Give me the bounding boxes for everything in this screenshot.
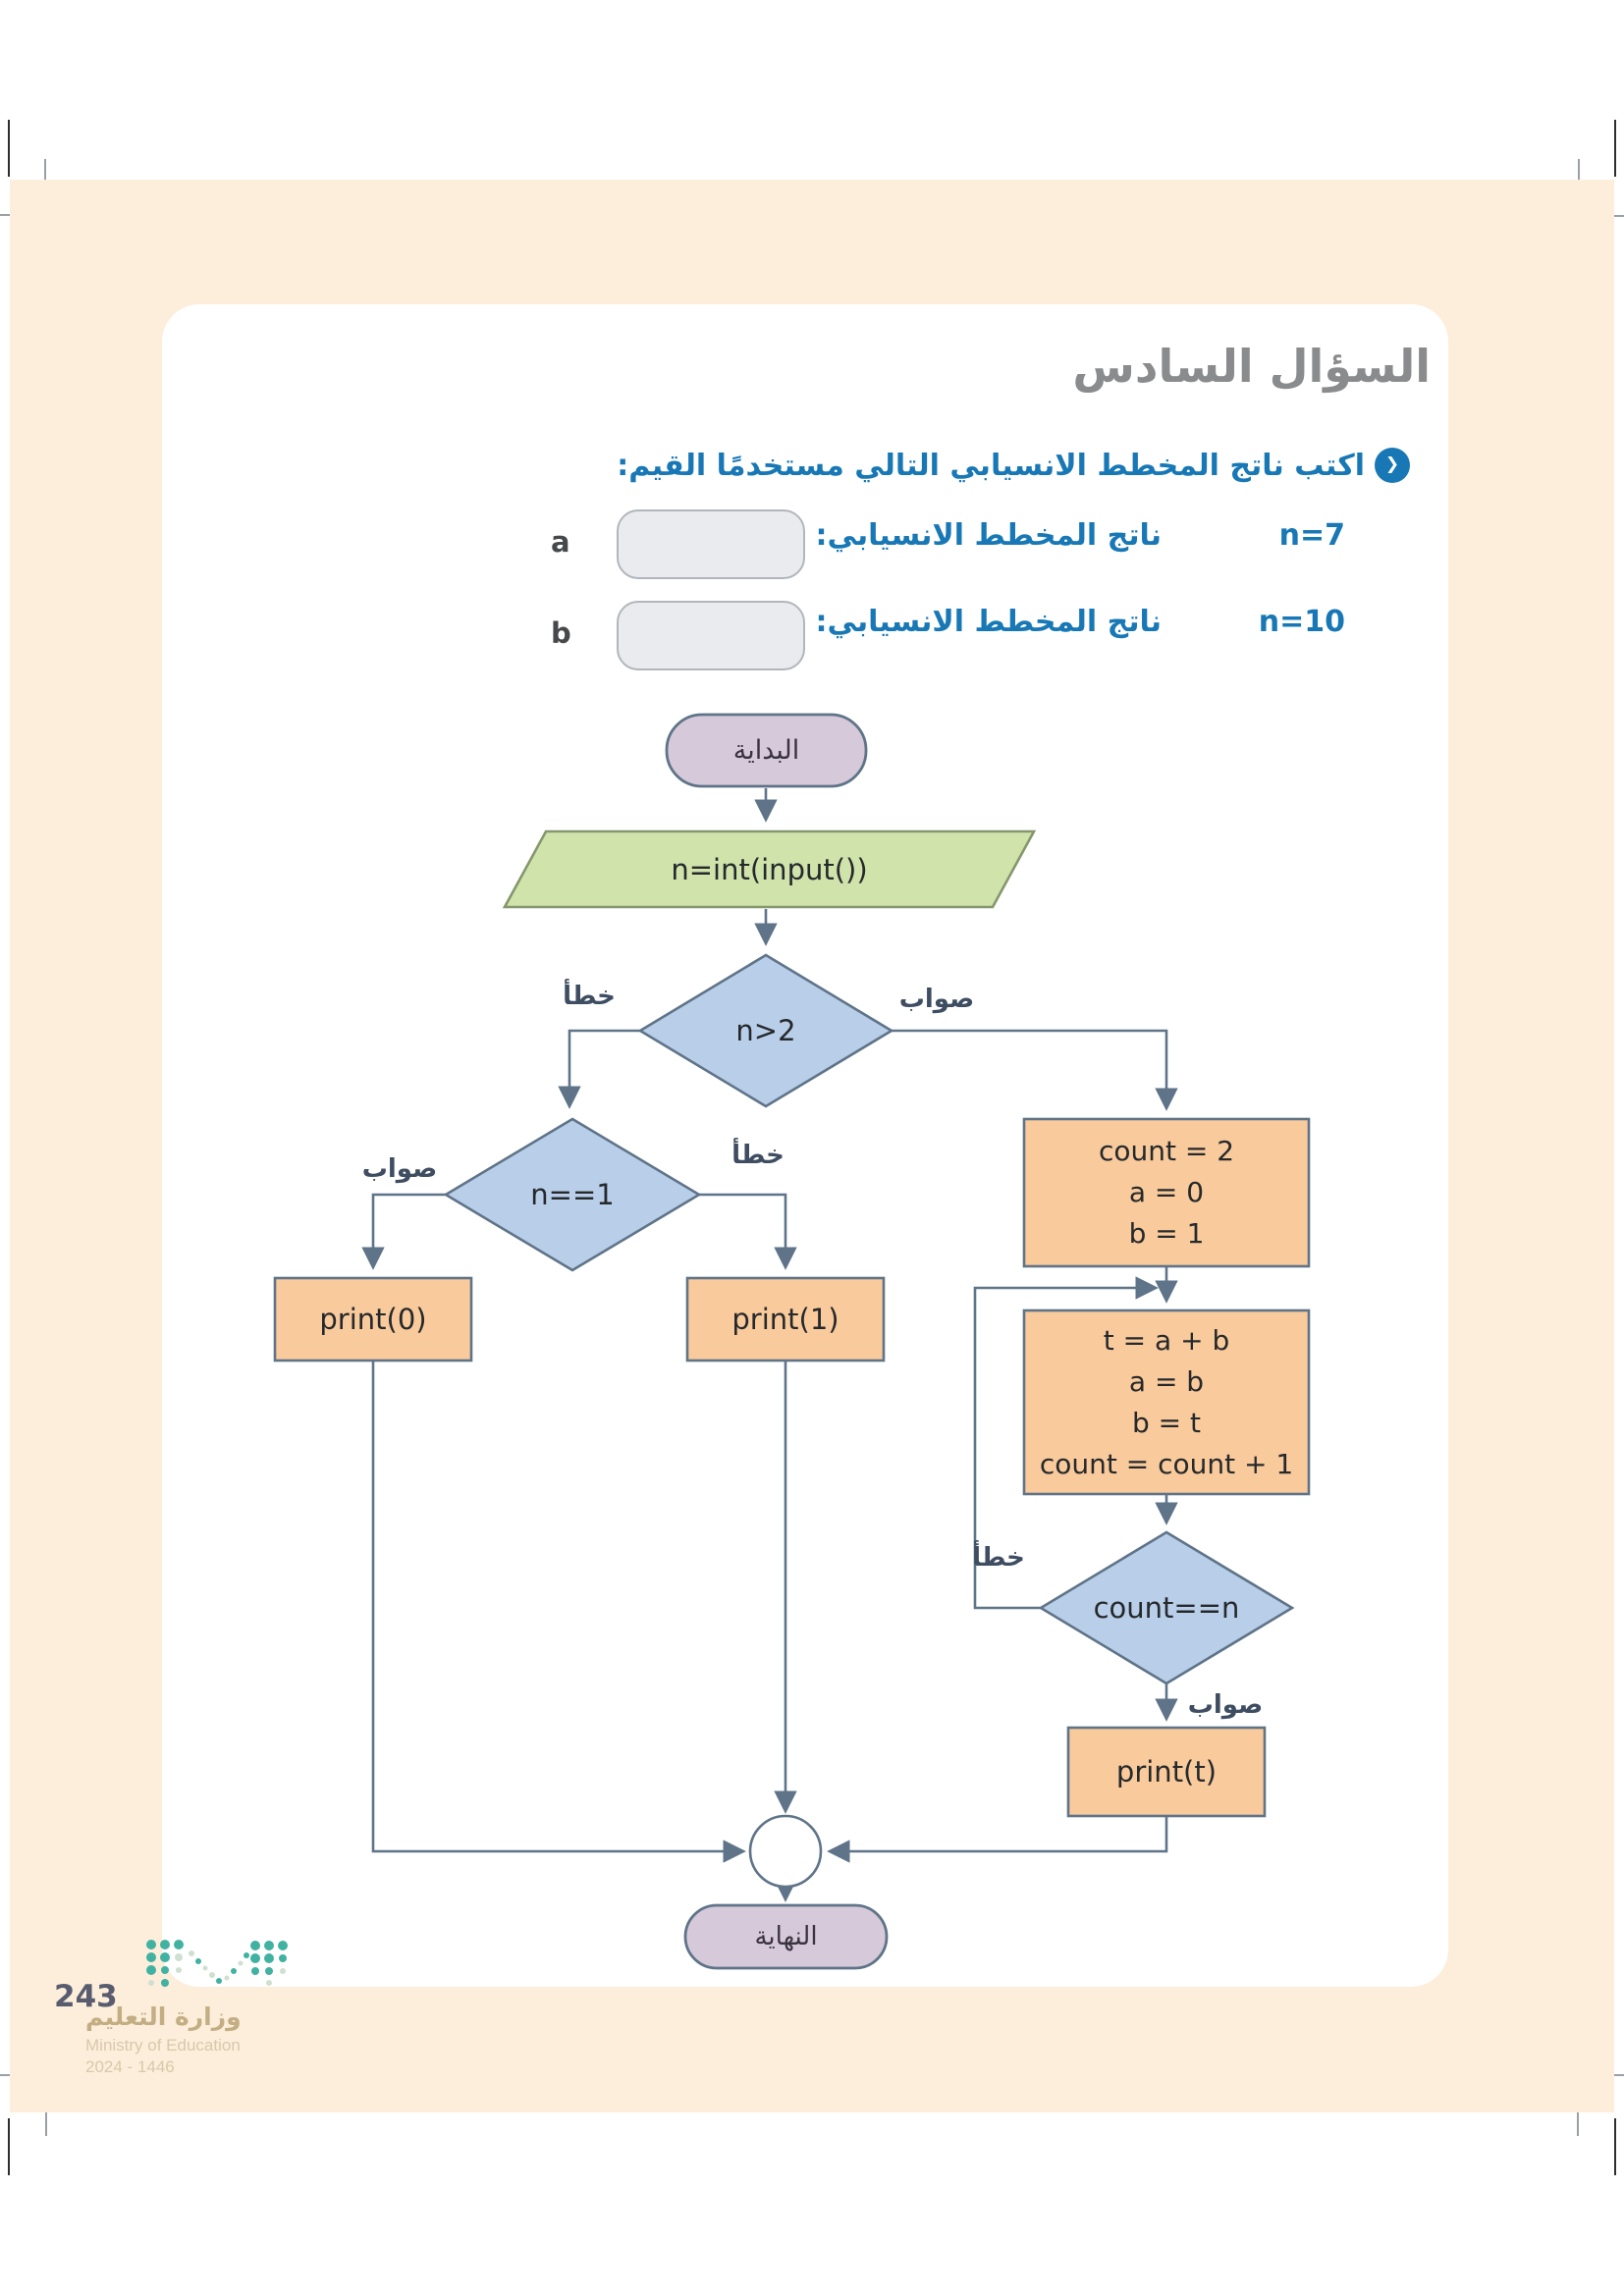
input-step-label: n=int(input()) xyxy=(671,852,868,886)
branch-true-n-eq-1: صواب xyxy=(361,1154,438,1184)
loop-body-label xyxy=(1024,1310,1309,1494)
arrow-n-eq-1-false xyxy=(699,1195,785,1266)
answer-prompt-a: ناتج المخطط الانسيابي: xyxy=(815,518,1162,553)
arrow-n-gt-2-false xyxy=(569,1031,640,1105)
print-t-label: print(t) xyxy=(1115,1755,1218,1789)
branch-false-count-eq-n: خطأ xyxy=(972,1543,1025,1573)
decision-n-eq-1-label: n==1 xyxy=(530,1178,615,1211)
arrow-print-0-to-junction xyxy=(373,1361,742,1851)
loop-line-3: b = t xyxy=(1131,1406,1201,1439)
slot-label-a: a xyxy=(551,525,570,559)
edition-years: 2024 - 1446 xyxy=(85,2057,175,2076)
ministry-logo-dots xyxy=(144,1938,299,1997)
init-line-1: count = 2 xyxy=(1098,1135,1235,1167)
question-text: اكتب ناتج المخطط الانسيابي التالي مستخدمًا القيم: xyxy=(617,448,1365,483)
start-terminal-label: البداية xyxy=(732,735,800,766)
branch-true-n-gt-2: صواب xyxy=(898,985,975,1014)
branch-true-count-eq-n: صواب xyxy=(1187,1690,1264,1720)
loop-line-1: t = a + b xyxy=(1103,1323,1230,1357)
decision-count-eq-n-label: count==n xyxy=(1093,1591,1240,1625)
ministry-name-english: Ministry of Education xyxy=(85,2036,241,2055)
page-title: السؤال السادس xyxy=(1072,340,1431,393)
end-terminal-label: النهاية xyxy=(754,1922,818,1951)
slot-label-b: b xyxy=(551,616,571,650)
arrow-n-eq-1-true xyxy=(373,1195,446,1266)
branch-false-n-gt-2: خطأ xyxy=(563,982,616,1011)
print-0-label: print(0) xyxy=(319,1303,427,1336)
ministry-name-arabic: وزارة التعليم xyxy=(85,2002,242,2031)
print-1-label: print(1) xyxy=(731,1303,839,1336)
junction-connector-shape xyxy=(750,1816,821,1887)
answer-prompt-b: ناتج المخطط الانسيابي: xyxy=(815,605,1162,639)
page-number: 243 xyxy=(54,1979,118,2014)
init-process-label xyxy=(1024,1119,1309,1266)
arrow-n-gt-2-true xyxy=(892,1031,1166,1107)
init-line-3: b = 1 xyxy=(1128,1217,1205,1250)
loop-line-4: count = count + 1 xyxy=(1039,1447,1294,1480)
given-value-b: n=10 xyxy=(1258,605,1345,639)
given-value-a: n=7 xyxy=(1278,518,1345,553)
decision-n-gt-2-label: n>2 xyxy=(735,1014,796,1047)
branch-false-n-eq-1: خطأ xyxy=(731,1141,785,1170)
arrow-print-t-to-junction xyxy=(831,1816,1166,1851)
init-line-2: a = 0 xyxy=(1128,1176,1205,1208)
loop-line-2: a = b xyxy=(1128,1364,1205,1398)
